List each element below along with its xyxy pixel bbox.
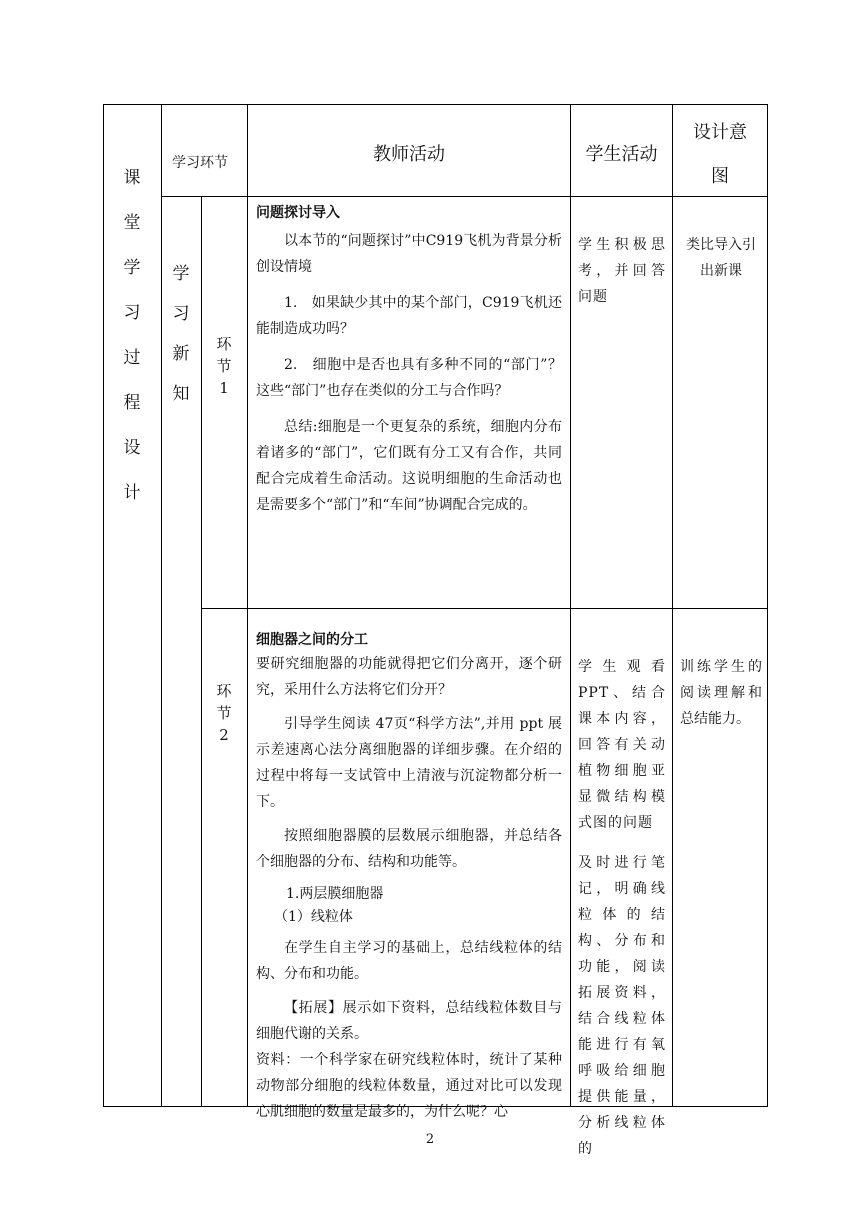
link2-label-char: 2 (219, 726, 229, 744)
header-teacher: 教师活动 (373, 144, 445, 165)
link2-paragraph: 【拓展】展示如下资料，总结线粒体数目与细胞代谢的关系。 (256, 1000, 562, 1042)
title-char: 堂 (123, 213, 141, 233)
link2-title: 细胞器之间的分工 (256, 632, 368, 648)
stage-label (169, 254, 193, 414)
stage-char: 知 (172, 384, 190, 404)
title-char: 设 (123, 438, 141, 458)
link1-label-char: 1 (219, 379, 229, 397)
link1-label (212, 333, 236, 399)
link1-title: 问题探讨导入 (256, 205, 340, 221)
link1-student-cell: 学生积极思考，并回答问题 (578, 237, 666, 305)
link2-paragraph: 按照细胞器膜的层数展示细胞器，并总结各个细胞器的分布、结构和功能等。 (256, 828, 562, 870)
col-divider-3 (247, 104, 248, 1107)
link1-label-char: 环 (216, 335, 232, 353)
link1-paragraph: 1. 如果缺少其中的某个部门，C919飞机还能制造成功吗？ (256, 295, 562, 337)
table-border-left (103, 104, 104, 1107)
header-section: 学习环节 (172, 155, 228, 171)
link2-student-cell (578, 654, 666, 1162)
stage-char: 新 (172, 344, 190, 364)
link1-summary: 总结:细胞是一个更复杂的系统，细胞内分布着诸多的“部门”，它们既有分工又有合作，共同配合完成着生命活动。这说明细胞的生命活动也是需要多个“部门”和“车间”协调配合完成的。 (256, 419, 562, 513)
link2-label-char: 环 (216, 682, 232, 700)
header-row-divider (161, 196, 768, 197)
link2-label (212, 680, 236, 746)
link2-subheading: （1）线粒体 (274, 909, 353, 925)
link2-teacher-cell (256, 629, 562, 1125)
title-char: 计 (123, 483, 141, 503)
link2-paragraph: 引导学生阅读 47页“科学方法”,并用 ppt 展示差速离心法分离细胞器的详细步骤。在介绍的过程中将每一支试管中上清液与沉淀物都分析一下。 (256, 716, 562, 810)
link1-intent-cell: 类比导入引出新课 (686, 237, 756, 279)
col-divider-2 (201, 196, 202, 1107)
header-intent-line2: 图 (711, 166, 729, 187)
title-char: 程 (123, 393, 141, 413)
header-student: 学生活动 (585, 144, 658, 165)
page-number: 2 (425, 1132, 435, 1147)
stage-char: 习 (172, 304, 190, 324)
link2-paragraph: 在学生自主学习的基础上，总结线粒体的结构、分布和功能。 (256, 940, 562, 982)
col-divider-5 (672, 104, 673, 1107)
link2-label-char: 节 (216, 704, 232, 722)
table-border-top (103, 104, 768, 105)
title-char: 习 (123, 303, 141, 323)
link2-student-a: 学生观看PPT、结合课本内容，回答有关动植物细胞亚显微结构模式图的问题 (578, 659, 666, 831)
stage-char: 学 (172, 264, 190, 284)
link1-paragraph: 以本节的“问题探讨”中C919飞机为背景分析创设情境 (256, 233, 562, 275)
link2-subheading: 1.两层膜细胞器 (286, 886, 384, 902)
link1-label-char: 节 (216, 357, 232, 375)
row-divider-link1 (201, 608, 768, 609)
link2-paragraph: 要研究细胞器的功能就得把它们分离开，逐个研究，采用什么方法将它们分开？ (256, 656, 562, 698)
link1-paragraph: 2. 细胞中是否也具有多种不同的“部门”？这些“部门”也存在类似的分工与合作吗？ (256, 357, 562, 399)
header-intent-line1: 设计意 (693, 122, 747, 143)
title-char: 课 (123, 168, 141, 188)
link2-intent-cell: 训练学生的阅读理解和总结能力。 (680, 659, 762, 727)
link2-student-b: 及时进行笔记，明确线粒体的结构、分布和功能，阅读拓展资料，结合线粒体能进行有氧呼吸给细胞提供能量，分析线粒体的 (578, 855, 666, 1157)
title-char: 学 (123, 258, 141, 278)
table-border-right (767, 104, 768, 1107)
link1-teacher-cell (256, 200, 562, 518)
vertical-title (120, 156, 144, 516)
link2-paragraph: 资料：一个科学家在研究线粒体时，统计了某种动物部分细胞的线粒体数量，通过对比可以发现心肌细胞的数量是最多的，为什么呢？心 (256, 1052, 562, 1120)
title-char: 过 (123, 348, 141, 368)
col-divider-4 (570, 104, 571, 1107)
col-divider-1 (161, 104, 162, 1107)
